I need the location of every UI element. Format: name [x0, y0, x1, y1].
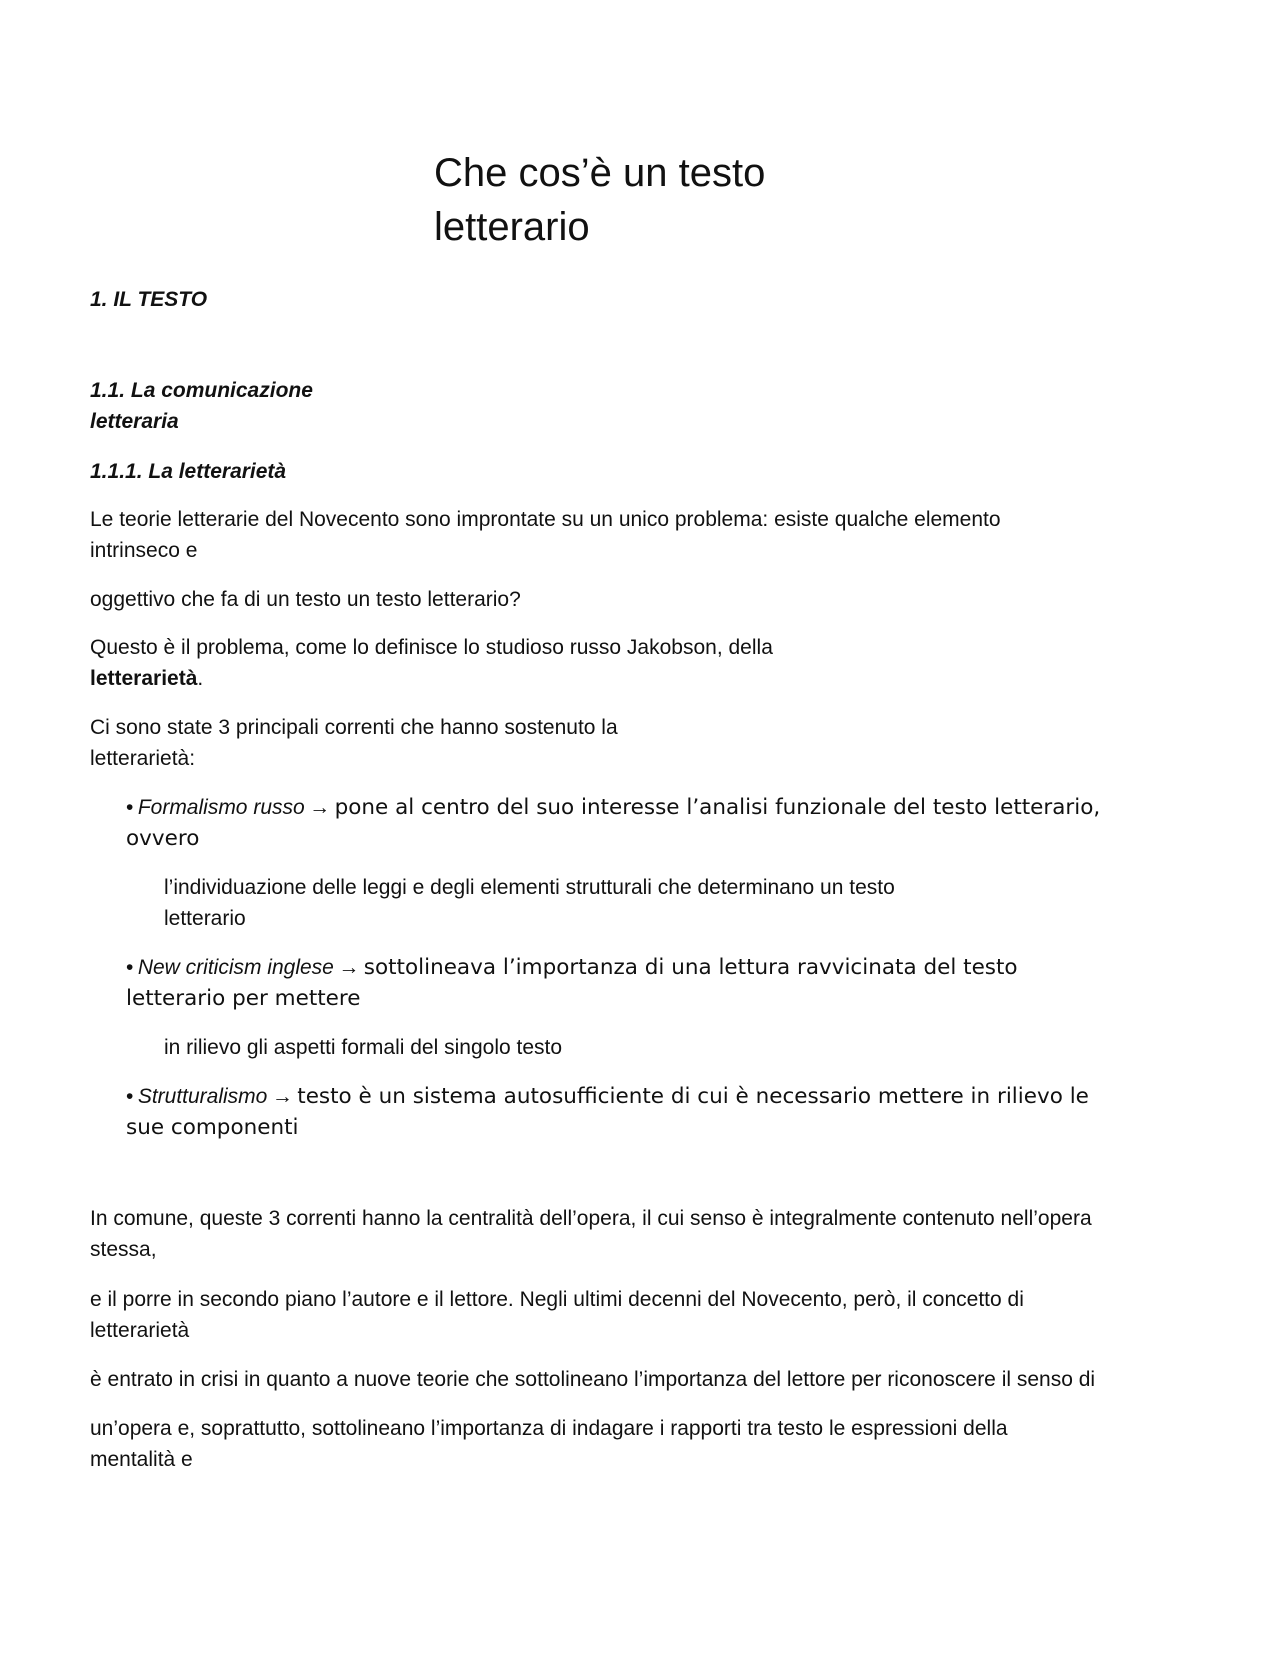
continuation-line-2: letterario	[164, 907, 246, 930]
paragraph-3	[90, 632, 773, 694]
list-item-continuation-new-criticism: in rilievo gli aspetti formali del singolo testo	[164, 1036, 563, 1059]
paragraph-4-line-2: letterarietà:	[90, 747, 196, 770]
paragraph-1	[90, 504, 1001, 566]
list-item-continuation-formalismo	[164, 872, 895, 934]
list-item-new-criticism	[126, 952, 1206, 1014]
list-item-term: Formalismo russo	[137, 796, 305, 819]
arrow-right-icon: →	[309, 796, 331, 819]
title-line-2: letterario	[434, 205, 590, 249]
bullet-icon: •	[126, 1085, 134, 1108]
paragraph-4-line-1: Ci sono state 3 principali correnti che hanno sostenuto la	[90, 716, 618, 739]
paragraph-1-line-1: Le teorie letterarie del Novecento sono improntate su un unico problema: esiste qualche elemento	[90, 508, 1001, 531]
paragraph-8-line-2: mentalità e	[90, 1448, 193, 1471]
paragraph-6	[90, 1284, 1024, 1346]
list-item-term: New criticism inglese	[137, 956, 334, 979]
paragraph-4	[90, 712, 618, 774]
paragraph-7: è entrato in crisi in quanto a nuove teorie che sottolineano l’importanza del lettore per riconoscere il senso di	[90, 1368, 1096, 1391]
list-item-text-line-2: ovvero	[126, 826, 200, 851]
continuation-line-1: l’individuazione delle leggi e degli elementi strutturali che determinano un testo	[164, 876, 895, 899]
list-item-term: Strutturalismo	[137, 1085, 268, 1108]
arrow-right-icon: →	[338, 956, 360, 979]
paragraph-1-line-2: intrinseco e	[90, 539, 198, 562]
arrow-right-icon: →	[271, 1085, 293, 1108]
paragraph-5-line-2: stessa,	[90, 1238, 157, 1261]
list-item-strutturalismo	[126, 1081, 1206, 1143]
list-item-text-line-1: sottolineava l’importanza di una lettura ravvicinata del testo	[363, 955, 1018, 980]
list-item-text-line-2: letterario per mettere	[126, 986, 361, 1011]
list-item-text-line-1: pone al centro del suo interesse l’analisi funzionale del testo letterario,	[334, 795, 1101, 820]
section-heading-1-1-line-2: letteraria	[90, 410, 179, 433]
paragraph-6-line-1: e il porre in secondo piano l’autore e il lettore. Negli ultimi decenni del Novecento, però, il concetto di	[90, 1288, 1024, 1311]
bullet-icon: •	[126, 796, 134, 819]
paragraph-6-line-2: letterarietà	[90, 1319, 190, 1342]
section-heading-1-1-1: 1.1.1. La letterarietà	[90, 460, 287, 483]
paragraph-2: oggettivo che fa di un testo un testo letterario?	[90, 588, 521, 611]
paragraph-5	[90, 1203, 1092, 1265]
paragraph-3-end: .	[197, 667, 204, 690]
paragraph-5-line-1: In comune, queste 3 correnti hanno la centralità dell’opera, il cui senso è integralmente contenuto nell’opera	[90, 1207, 1092, 1230]
list-item-text-line-1: testo è un sistema autosufficiente di cui è necessario mettere in rilievo le	[297, 1084, 1089, 1109]
title-line-1: Che cos’è un testo	[434, 151, 766, 195]
section-heading-1-1	[90, 375, 313, 437]
list-item-text-line-2: sue componenti	[126, 1115, 299, 1140]
paragraph-8	[90, 1413, 1008, 1475]
paragraph-8-line-1: un’opera e, soprattutto, sottolineano l’importanza di indagare i rapporti tra testo le espressioni della	[90, 1417, 1008, 1440]
paragraph-3-line-1: Questo è il problema, come lo definisce lo studioso russo Jakobson, della	[90, 636, 773, 659]
list-item-formalismo	[126, 792, 1206, 854]
bullet-icon: •	[126, 956, 134, 979]
section-heading-1: 1. IL TESTO	[90, 288, 208, 311]
section-heading-1-1-line-1: 1.1. La comunicazione	[90, 379, 313, 402]
document-title	[434, 146, 854, 254]
paragraph-3-bold-term: letterarietà	[90, 667, 198, 690]
